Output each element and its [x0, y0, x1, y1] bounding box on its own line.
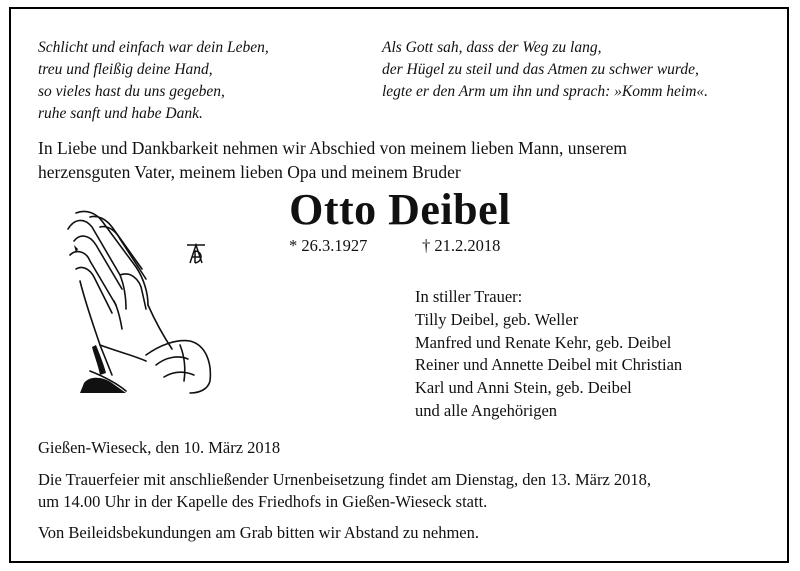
poem-line: ruhe sanft und habe Dank.	[38, 105, 203, 122]
mourners-list	[415, 286, 682, 423]
place-date: Gießen-Wieseck, den 10. März 2018	[38, 438, 281, 457]
ceremony-info	[38, 469, 651, 513]
condolence-note: Von Beileidsbekundungen am Grab bitten wir Abstand zu nehmen.	[38, 523, 479, 542]
poem-line: Schlicht und einfach war dein Leben,	[38, 39, 269, 56]
mourner-entry: Tilly Deibel, geb. Weller	[415, 309, 579, 329]
poem-line: treu und fleißig deine Hand,	[38, 61, 213, 78]
ceremony-line: Die Trauerfeier mit anschließender Urnenbeisetzung findet am Dienstag, den 13. März 2018,	[38, 470, 652, 489]
ceremony-line: um 14.00 Uhr in der Kapelle des Friedhofs in Gießen-Wieseck statt.	[38, 492, 488, 511]
praying-hands-icon	[60, 205, 225, 400]
death-date: † 21.2.2018	[422, 236, 501, 255]
poem-left	[38, 37, 269, 125]
mourner-entry: Manfred und Renate Kehr, geb. Deibel	[415, 332, 672, 352]
intro-text	[38, 136, 627, 184]
mourner-entry: und alle Angehörigen	[415, 400, 558, 420]
birth-date: * 26.3.1927	[289, 236, 368, 255]
poem-line: Als Gott sah, dass der Weg zu lang,	[382, 39, 602, 56]
mourner-entry: Karl und Anni Stein, geb. Deibel	[415, 378, 632, 398]
intro-line: herzensguten Vater, meinem lieben Opa und meinem Bruder	[38, 162, 461, 182]
poem-right	[382, 37, 708, 103]
deceased-name: Otto Deibel	[289, 185, 511, 234]
mourners-heading: In stiller Trauer:	[415, 287, 523, 306]
poem-line: legte er den Arm um ihn und sprach: »Komm heim«.	[382, 83, 709, 100]
monogram-icon	[187, 245, 205, 263]
poem-line: so vieles hast du uns gegeben,	[38, 83, 225, 100]
intro-line: In Liebe und Dankbarkeit nehmen wir Abschied von meinem lieben Mann, unserem	[38, 138, 628, 158]
poem-line: der Hügel zu steil und das Atmen zu schwer wurde,	[382, 61, 699, 78]
mourner-entry: Reiner und Annette Deibel mit Christian	[415, 355, 683, 375]
